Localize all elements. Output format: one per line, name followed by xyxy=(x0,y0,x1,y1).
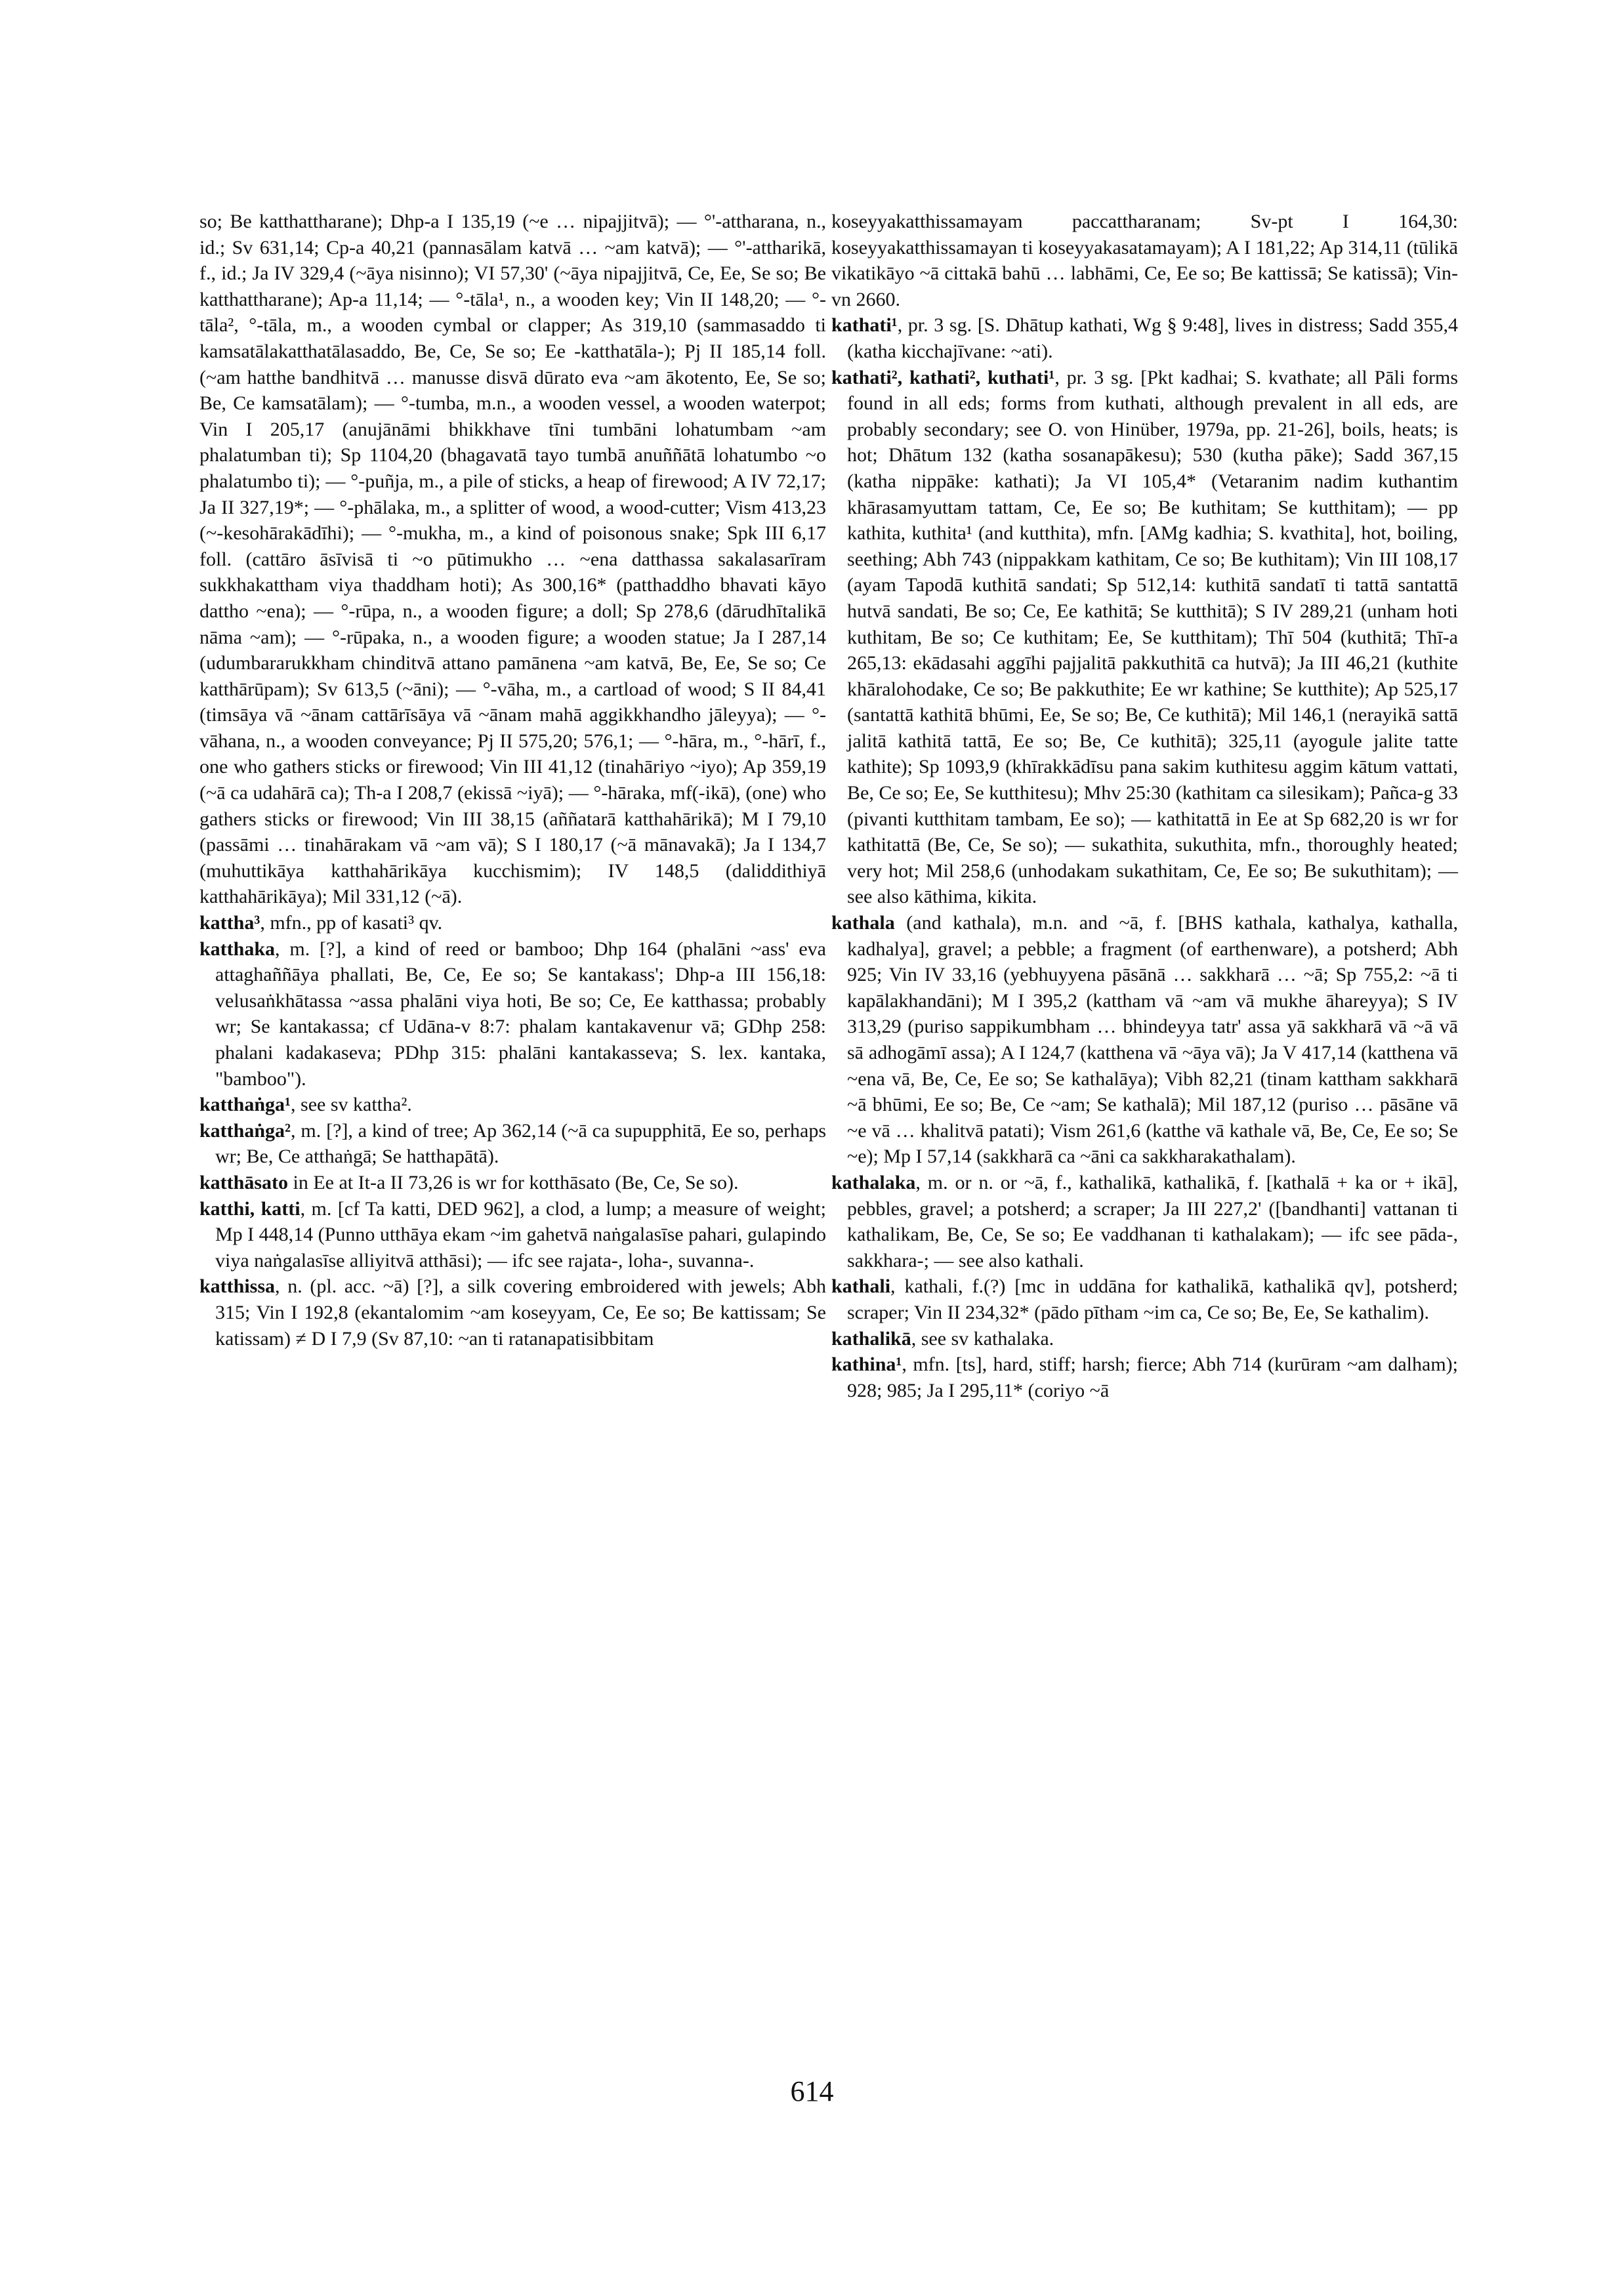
dictionary-entry xyxy=(831,1352,1458,1403)
entry-text: , pr. 3 sg. [Pkt kadhai; S. kvathate; all Pāli forms found in all eds; forms from kuthati, although prevalent in all eds, are probably secondary; see O. von Hinüber, 1979a, pp. 21-26], boils, heats; is hot; Dhātum 132 (katha sosanapākesu); 530 (kutha pāke); Sadd 367,15 (katha nippāke: kathati); Ja VI 105,4* (Vetaranim nadim kuthantim khārasamyuttam tattam, Ce, Ee so; Be kuthitam; Se kutthitam); — pp kathita, kuthita¹ (and kutthita), mfn. [AMg kadhia; S. kvathita], hot, boiling, seething; Abh 743 (nippakkam kathitam, Ce so; Be kuthitam); Vin III 108,17 (ayam Tapodā kuthitā sandati; Sp 512,14: kuthitā sandatī ti tattā santattā hutvā sandati, Be so; Ce, Ee kathitā; Se kutthitā); S IV 289,21 (unham hoti kuthitam, Be so; Ce kuthitam; Ee, Se kutthitam); Thī 504 (kuthitā; Thī-a 265,13: ekādasahi aggīhi pajjalitā pakkuthitā ca hutvā); Ja III 46,21 (kuthite khāralohodake, Ce so; Be pakkuthite; Ee wr kathine; Se kutthite); Ap 525,17 (santattā kathitā bhūmi, Ee, Se so; Be, Ce kuthitā); Mil 146,1 (nerayikā sattā jalitā kathitā tattā, Ee so; Be, Ce kuthitā); 325,11 (ayogule jalite tatte kathite); Sp 1093,9 (khīrakkādīsu pana sakim kuthitesu aggim kātum vattati, Be, Ce so; Ee, Se kutthitesu); Mhv 25:30 (kathitam ca silesikam); Pañca-g 33 (pivanti kutthitam tambam, Ee so); — kathitattā in Ee at Sp 682,20 is wr for kathitattā (Be, Ce, Se so); — sukathita, sukuthita, mfn., thoroughly heated; very hot; Mil 258,6 (unhodakam sukathitam, Ce, Ee so; Be sukuthitam); — see also kāthima, kikita. xyxy=(847,366,1458,908)
entry-headword: kathina¹ xyxy=(831,1354,902,1376)
entry-text: so; Be katthattharane); Dhp-a I 135,19 (~e … nipajjitvā); — °'-attharana, n., id.; Sv 631,14; Cp-a 40,21 (pannasālam katvā … ~am katvā); — °'-attharikā, f., id.; Ja IV 329,4 (~āya nisinno); VI 57,30' (~āya nipajjitvā, Ce, Ee, Se so; Be katthattharane); Ap-a 11,14; — °-tāla¹, n., a wooden key; Vin II 148,20; — °-tāla², °-tāla, m., a wooden cymbal or clapper; As 319,10 (sammasaddo ti kamsatālakatthatālasaddo, Be, Ce, Se so; Ee -katthatāla-); Pj II 185,14 foll. (~am hatthe bandhitvā … manusse disvā dūrato eva ~am ākotento, Ee, Se so; Be, Ce kamsatālam); — °-tumba, m.n., a wooden vessel, a wooden waterpot; Vin I 205,17 (anujānāmi bhikkhave tīni tumbāni lohatumbam ~am phalatumban ti); Sp 1104,20 (bhagavatā tayo tumbā anuññātā lohatumbo ~o phalatumbo ti); — °-puñja, m., a pile of sticks, a heap of firewood; A IV 72,17; Ja II 327,19*; — °-phālaka, m., a splitter of wood, a wood-cutter; Vism 413,23 (~-kesohārakādīhi); — °-mukha, m., a kind of poisonous snake; Spk III 6,17 foll. (cattāro āsīvisā ti ~o pūtimukho … ~ena datthassa sakalasarīram sukkhakattham viya thaddham hoti); As 300,16* (patthaddho bhavati kāyo dattho ~ena); — °-rūpa, n., a wooden figure; a doll; Sp 278,6 (dārudhītalikā nāma ~am); — °-rūpaka, n., a wooden figure; a wooden statue; Ja I 287,14 (udumbararukkham chinditvā attano pamānena ~am katvā, Be, Ee, Se so; Ce katthārūpam); Sv 613,5 (~āni); — °-vāha, m., a cartload of wood; S II 84,41 (timsāya vā ~ānam cattārīsāya vā ~ānam mahā aggikkhandho jāleyya); — °-vāhana, n., a wooden conveyance; Pj II 575,20; 576,1; — °-hāra, m., °-hārī, f., one who gathers sticks or firewood; Vin III 41,12 (tinahāriyo ~iyo); Ap 359,19 (~ā ca udahārā ca); Th-a I 208,7 (ekissā ~iyā); — °-hāraka, mf(-ikā), (one) who gathers sticks or firewood; Vin III 38,15 (aññatarā katthahārikā); M I 79,10 (passāmi … tinahārakam vā ~am vā); S I 180,17 (~ā mānavakā); Ja I 134,7 (muhuttikāya katthahārikāya kucchismim); IV 148,5 (daliddithiyā katthahārikāya); Mil 331,12 (~ā). xyxy=(199,211,826,908)
entry-text: , m. [cf Ta katti, DED 962], a clod, a lump; a measure of weight; Mp I 448,14 (Punno utthāya ekam ~im gahetvā naṅgalasīse pahari, gulapindo viya naṅgalasīse alliyitvā atthāsi); — ifc see rajata-, loha-, suvanna-. xyxy=(215,1197,827,1272)
entry-headword: kathali xyxy=(831,1275,891,1298)
dictionary-entry xyxy=(199,1170,826,1196)
entry-text: , mfn. [ts], hard, stiff; harsh; fierce; Abh 714 (kurūram ~am dalham); 928; 985; Ja I 295,11* (coriyo ~ā xyxy=(847,1354,1458,1401)
dictionary-entry xyxy=(199,1273,826,1352)
dictionary-entry xyxy=(199,936,826,1092)
entry-headword: kathalaka xyxy=(831,1171,916,1193)
dictionary-entry xyxy=(831,1170,1458,1273)
entry-text: , see sv kathalaka. xyxy=(911,1327,1054,1350)
entry-text: , pr. 3 sg. [S. Dhātup kathati, Wg § 9:48], lives in distress; Sadd 355,4 (katha kicchajīvane: ~ati). xyxy=(847,314,1458,362)
left-column xyxy=(199,209,826,1352)
dictionary-entry xyxy=(831,1326,1458,1352)
entry-headword: kathati², kathati², kuthati¹ xyxy=(831,366,1055,388)
entry-continuation xyxy=(831,209,1458,312)
entry-headword: kathati¹ xyxy=(831,314,898,337)
entry-text: , mfn., pp of kasati³ qv. xyxy=(260,912,443,934)
entry-headword: katthaṅga² xyxy=(199,1119,291,1142)
entry-continuation xyxy=(199,209,826,910)
right-column xyxy=(831,209,1458,1403)
entry-headword: katthāsato xyxy=(199,1171,289,1193)
entry-text: in Ee at It-a II 73,26 is wr for kotthāsato (Be, Ce, Se so). xyxy=(288,1171,739,1193)
dictionary-entry xyxy=(199,1196,826,1274)
entry-headword: kathalikā xyxy=(831,1327,911,1350)
entry-text: koseyyakatthissamayam paccattharanam; Sv-pt I 164,30: koseyyakatthissamayan ti koseyyakasatamayam); A I 181,22; Ap 314,11 (tūlikā vikatikāyo ~ā cittakā bahū … labhāmi, Ce, Ee so; Be kattissā; Se katissā); Vin-vn 2660. xyxy=(831,211,1458,310)
dictionary-entry xyxy=(199,1092,826,1118)
entry-text: , m. [?], a kind of reed or bamboo; Dhp 164 (phalāni ~ass' eva attaghaññāya phallati, Be, Ce, Ee so; Se kantakass'; Dhp-a III 156,18: velusaṅkhātassa ~assa phalāni viya hoti, Be so; Ce, Ee katthassa; probably wr; Se kantakassa; cf Udāna-v 8:7: phalam kantakavenur vā; GDhp 258: phalani kadakaseva; PDhp 315: phalāni kantakasseva; S. lex. kantaka, "bamboo"). xyxy=(215,938,826,1090)
entry-text: , m. [?], a kind of tree; Ap 362,14 (~ā ca supupphitā, Ee so, perhaps wr; Be, Ce atthaṅgā; Se hatthapātā). xyxy=(215,1119,826,1168)
entry-text: , see sv kattha². xyxy=(291,1094,412,1116)
entry-text: , m. or n. or ~ā, f., kathalikā, kathalikā, f. [kathalā + ka or + ikā], pebbles, gravel; a potsherd; a scraper; Ja III 227,2' ([bandhanti] vattanan ti kathalikam, Be, Ce, Se so; Ee vaddhanan ti kathalakam); — ifc see pāda-, sakkhara-; — see also kathali. xyxy=(847,1171,1458,1272)
dictionary-entry xyxy=(199,910,826,936)
entry-headword: katthaka xyxy=(199,938,276,960)
entry-text: , n. (pl. acc. ~ā) [?], a silk covering embroidered with jewels; Abh 315; Vin I 192,8 (ekantalomim ~am koseyyam, Ce, Ee so; Be kattissam; Se katissam) ≠ D I 7,9 (Sv 87,10: ~an ti ratanapatisibbitam xyxy=(215,1275,826,1350)
entry-headword: kathala xyxy=(831,912,895,934)
dictionary-entry xyxy=(831,365,1458,910)
dictionary-entry xyxy=(199,1118,826,1170)
entry-headword: katthaṅga¹ xyxy=(199,1094,291,1116)
entry-headword: katthissa xyxy=(199,1275,276,1298)
entry-text: , kathali, f.(?) [mc in uddāna for kathalikā, kathalikā qv], potsherd; scraper; Vin II 234,32* (pādo pītham ~im ca, Ce so; Be, Ee, Se kathalim). xyxy=(847,1275,1458,1323)
page-number: 614 xyxy=(790,2075,834,2107)
dictionary-entry xyxy=(831,312,1458,364)
entry-headword: kattha³ xyxy=(199,912,260,934)
dictionary-entry xyxy=(831,910,1458,1170)
dictionary-entry xyxy=(831,1273,1458,1325)
entry-headword: katthi, katti xyxy=(199,1197,301,1220)
entry-text: (and kathala), m.n. and ~ā, f. [BHS kathala, kathalya, kathalla, kadhalya], gravel; a pebble; a fragment (of earthenware), a potsherd; Abh 925; Vin IV 33,16 (yebhuyyena pāsānā … sakkharā … ~ā; Sp 755,2: ~ā ti kapālakhandāni); M I 395,2 (kattham vā ~am vā mukhe āhareyya); S IV 313,29 (puriso sappikumbham … bhindeyya tatr' assa yā sakkharā vā ~ā vā sā adhogāmī assa); A I 124,7 (katthena vā ~āya vā); Ja V 417,14 (katthena vā ~ena vā, Be, Ce, Ee so; Se kathalāya); Vibh 82,21 (tinam kattham sakkharā ~ā bhūmi, Ee so; Be, Ce ~am; Se kathalā); Mil 187,12 (puriso … pāsāne vā ~e vā … khalitvā patati); Vism 261,6 (katthe vā kathale vā, Be, Ce, Ee so; Se ~e); Mp I 57,14 (sakkharā ca ~āni ca sakkharakathalam). xyxy=(847,912,1458,1168)
